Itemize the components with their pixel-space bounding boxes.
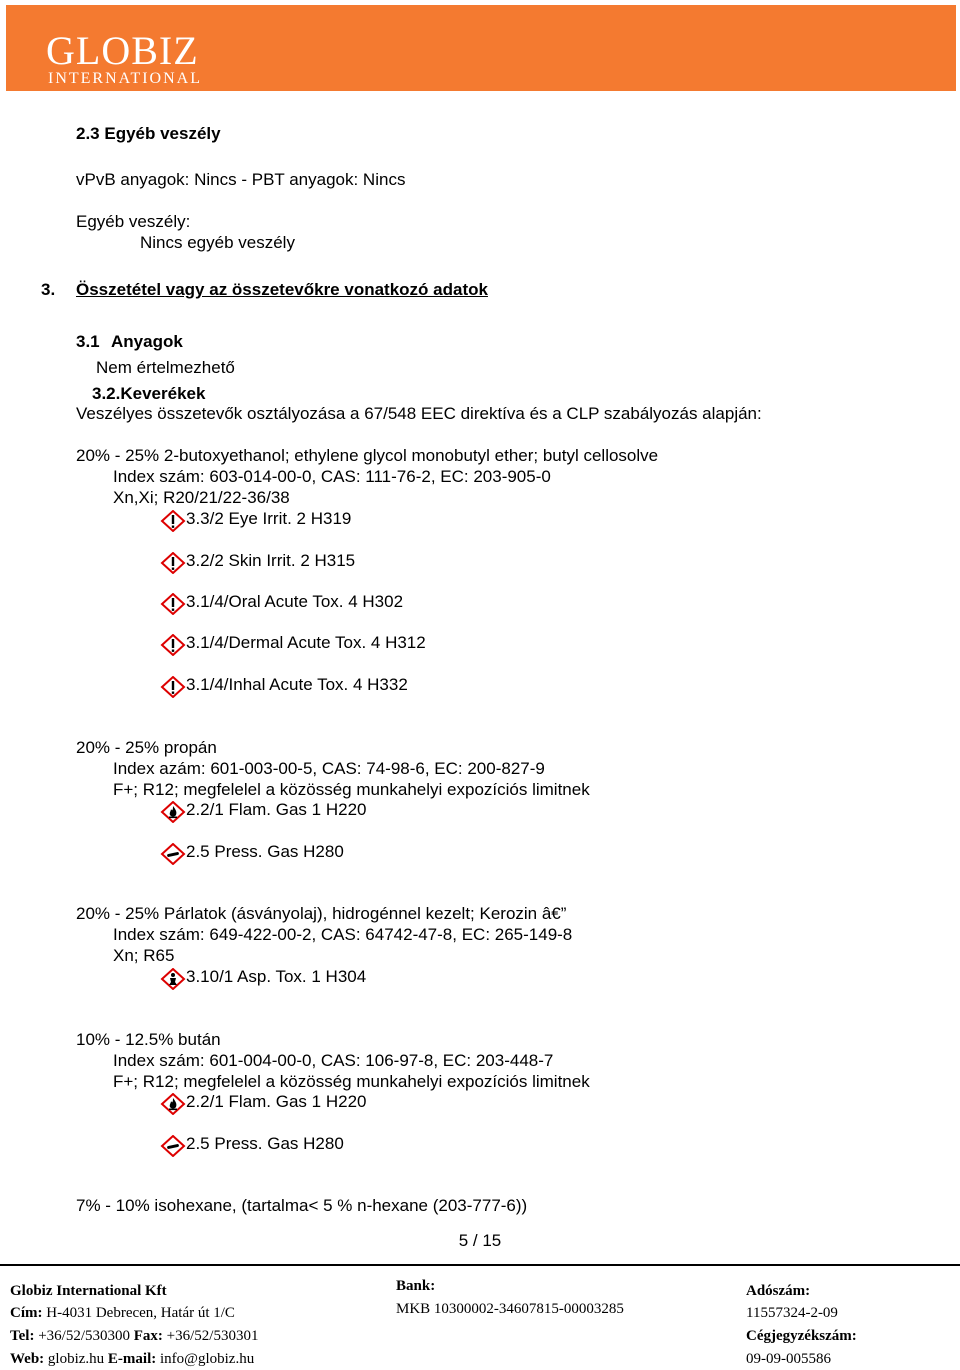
header-bar [6, 5, 956, 91]
other-hazard-label: Egyéb veszély: [76, 212, 191, 231]
component-title: 20% - 25% Párlatok (ásványolaj), hidrogénnel kezelt; Kerozin â€” [76, 904, 567, 923]
gas-cylinder-pictogram-icon [160, 1135, 186, 1157]
footer-tax: 11557324-2-09 [746, 1305, 838, 1321]
component-class: F+; R12; megfelelel a közösség munkahelyi expozíciós limitnek [113, 780, 590, 799]
section-3-1-number: 3.1 [76, 332, 100, 351]
other-hazard-value: Nincs egyéb veszély [140, 233, 295, 252]
flame-pictogram-icon [160, 801, 186, 823]
section-3-2-intro: Veszélyes összetevők osztályozása a 67/548 EEC direktíva és a CLP szabályozás alapján: [76, 404, 762, 423]
footer-web-email: Web: globiz.hu E-mail: info@globiz.hu [10, 1351, 255, 1367]
hazard-statement: 2.5 Press. Gas H280 [186, 1134, 344, 1153]
hazard-statement: 2.2/1 Flam. Gas 1 H220 [186, 1092, 367, 1111]
hazard-statement: 3.3/2 Eye Irrit. 2 H319 [186, 509, 352, 528]
logo-name: GLOBIZ [46, 28, 199, 73]
footer-reg-label: Cégjegyzékszám: [746, 1328, 857, 1344]
footer-email-link[interactable]: info@globiz.hu [160, 1351, 255, 1367]
component-title: 10% - 12.5% bután [76, 1030, 221, 1049]
footer-company: Globiz International Kft [10, 1283, 167, 1299]
exclamation-pictogram-icon [160, 634, 186, 656]
flame-pictogram-icon [160, 1093, 186, 1115]
hazard-statement: 3.10/1 Asp. Tox. 1 H304 [186, 967, 367, 986]
exclamation-pictogram-icon [160, 552, 186, 574]
page-number: 5 / 15 [458, 1231, 502, 1250]
component-title: 7% - 10% isohexane, (tartalma< 5 % n-hexane (203-777-6)) [76, 1196, 528, 1215]
section-3-2-heading: 3.2.Keverékek [92, 384, 206, 403]
hazard-statement: 2.5 Press. Gas H280 [186, 842, 344, 861]
footer-web-link[interactable]: globiz.hu [47, 1351, 105, 1367]
footer-bank-label: Bank: [396, 1278, 436, 1294]
section-3-number: 3. [41, 280, 56, 299]
hazard-statement: 3.1/4/Inhal Acute Tox. 4 H332 [186, 675, 408, 694]
footer-bank: MKB 10300002-34607815-00003285 [396, 1301, 624, 1317]
component-title: 20% - 25% 2-butoxyethanol; ethylene glycol monobutyl ether; butyl cellosolve [76, 446, 659, 465]
component-index: Index szám: 601-004-00-0, CAS: 106-97-8, EC: 203-448-7 [113, 1051, 554, 1070]
exclamation-pictogram-icon [160, 676, 186, 698]
health-hazard-pictogram-icon [160, 968, 186, 990]
footer-reg: 09-09-005586 [746, 1351, 831, 1367]
vpvb-pbt-text: vPvB anyagok: Nincs - PBT anyagok: Nincs [76, 170, 406, 189]
component-index: Index azám: 601-003-00-5, CAS: 74-98-6, EC: 200-827-9 [113, 759, 545, 778]
hazard-statement: 3.2/2 Skin Irrit. 2 H315 [186, 551, 356, 570]
component-title: 20% - 25% propán [76, 738, 217, 757]
component-class: Xn,Xi; R20/21/22-36/38 [113, 488, 290, 507]
footer-address: Cím: H-4031 Debrecen, Határ út 1/C [10, 1305, 235, 1321]
footer-phone-fax: Tel: +36/52/530300 Fax: +36/52/530301 [10, 1328, 259, 1344]
section-3-1-text: Nem értelmezhető [96, 358, 235, 377]
component-index: Index szám: 649-422-00-2, CAS: 64742-47-8, EC: 265-149-8 [113, 925, 573, 944]
component-class: F+; R12; megfelelel a közösség munkahelyi expozíciós limitnek [113, 1072, 590, 1091]
logo-subtitle: INTERNATIONAL [48, 70, 202, 87]
hazard-statement: 2.2/1 Flam. Gas 1 H220 [186, 800, 367, 819]
section-2-3-heading: 2.3 Egyéb veszély [76, 124, 221, 143]
company-logo [46, 28, 202, 89]
component-index: Index szám: 603-014-00-0, CAS: 111-76-2, EC: 203-905-0 [113, 467, 551, 486]
footer-divider [0, 1264, 960, 1266]
component-class: Xn; R65 [113, 946, 175, 965]
section-3-1-heading: Anyagok [111, 332, 183, 351]
gas-cylinder-pictogram-icon [160, 843, 186, 865]
hazard-statement: 3.1/4/Oral Acute Tox. 4 H302 [186, 592, 404, 611]
exclamation-pictogram-icon [160, 593, 186, 615]
section-3-heading: Összetétel vagy az összetevőkre vonatkozó adatok [76, 280, 488, 299]
footer-tax-label: Adószám: [746, 1283, 811, 1299]
hazard-statement: 3.1/4/Dermal Acute Tox. 4 H312 [186, 633, 426, 652]
exclamation-pictogram-icon [160, 510, 186, 532]
